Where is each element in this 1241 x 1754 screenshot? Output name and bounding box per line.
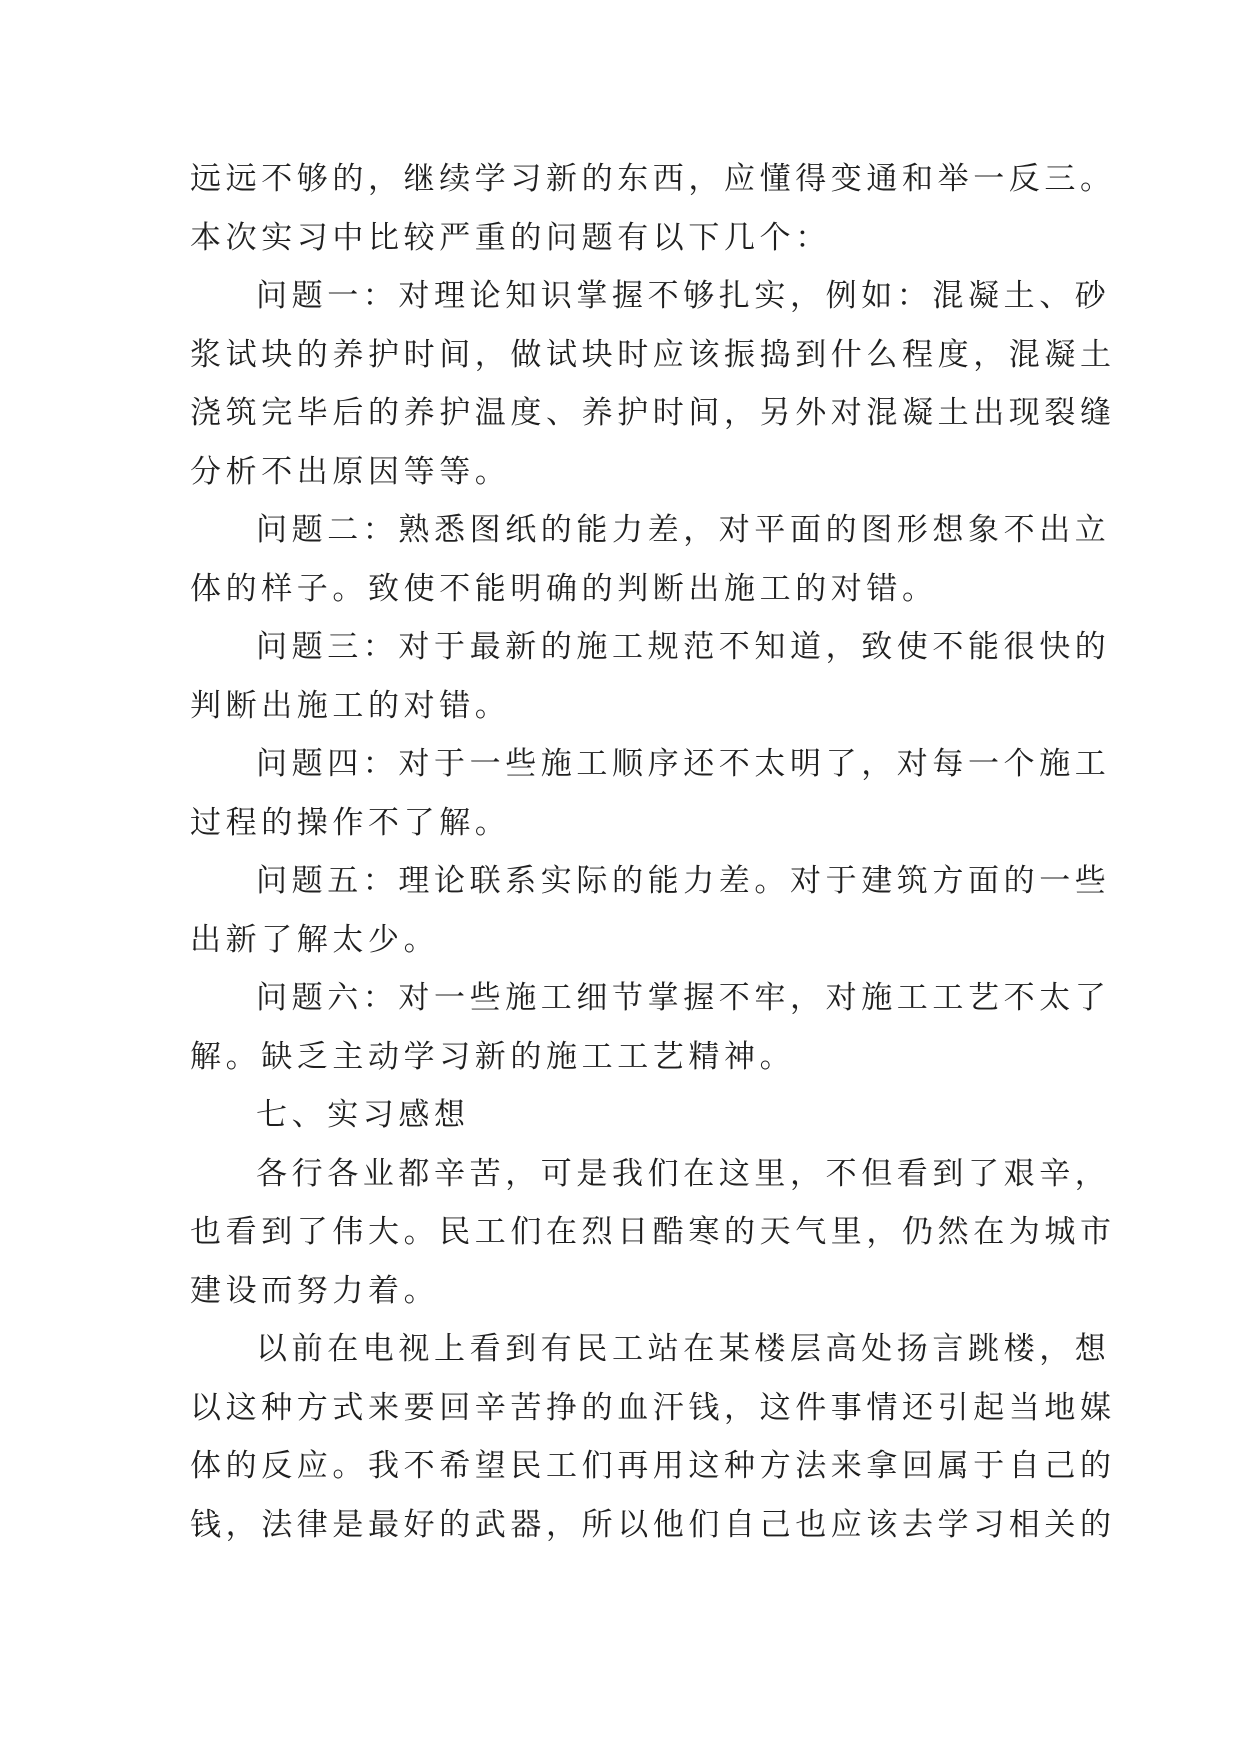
text-line: 过程的操作不了解。 bbox=[190, 804, 511, 841]
text-line: 远远不够的，继续学习新的东西，应懂得变通和举一反三。 bbox=[190, 161, 1116, 197]
paragraph-start-line: 问题六：对一些施工细节掌握不牢，对施工工艺不太了 bbox=[256, 980, 1111, 1016]
section-heading: 七、实习感想 bbox=[256, 1097, 470, 1133]
text-line: 浆试块的养护时间，做试块时应该振捣到什么程度，混凝土 bbox=[190, 336, 1116, 373]
paragraph-start-line: 问题五：理论联系实际的能力差。对于建筑方面的一些 bbox=[256, 863, 1111, 899]
paragraph-start-line: 问题二：熟悉图纸的能力差，对平面的图形想象不出立 bbox=[256, 512, 1111, 548]
paragraph-start-line: 问题四：对于一些施工顺序还不太明了，对每一个施工 bbox=[256, 746, 1111, 782]
text-line: 建设而努力着。 bbox=[190, 1272, 440, 1309]
text-line: 分析不出原因等等。 bbox=[190, 453, 511, 490]
text-line: 以这种方式来要回辛苦挣的血汗钱，这件事情还引起当地媒 bbox=[190, 1389, 1116, 1426]
text-line: 也看到了伟大。民工们在烈日酷寒的天气里，仍然在为城市 bbox=[190, 1214, 1116, 1250]
paragraph-start-line: 问题三：对于最新的施工规范不知道，致使不能很快的 bbox=[256, 629, 1111, 665]
text-line: 本次实习中比较严重的问题有以下几个： bbox=[190, 219, 831, 256]
text-line: 钱，法律是最好的武器，所以他们自己也应该去学习相关的 bbox=[190, 1506, 1116, 1543]
text-line: 出新了解太少。 bbox=[190, 921, 440, 958]
text-line: 解。缺乏主动学习新的施工工艺精神。 bbox=[190, 1038, 796, 1075]
document-body bbox=[190, 150, 1116, 1554]
paragraph-start-line: 各行各业都辛苦，可是我们在这里，不但看到了艰辛， bbox=[256, 1155, 1111, 1192]
paragraph-start-line: 问题一：对理论知识掌握不够扎实，例如：混凝土、砂 bbox=[256, 278, 1111, 314]
paragraph-start-line: 以前在电视上看到有民工站在某楼层高处扬言跳楼，想 bbox=[256, 1331, 1111, 1367]
text-line: 浇筑完毕后的养护温度、养护时间，另外对混凝土出现裂缝 bbox=[190, 395, 1116, 431]
text-line: 体的反应。我不希望民工们再用这种方法来拿回属于自己的 bbox=[190, 1448, 1116, 1484]
text-line: 判断出施工的对错。 bbox=[190, 687, 511, 724]
text-line: 体的样子。致使不能明确的判断出施工的对错。 bbox=[190, 570, 938, 607]
